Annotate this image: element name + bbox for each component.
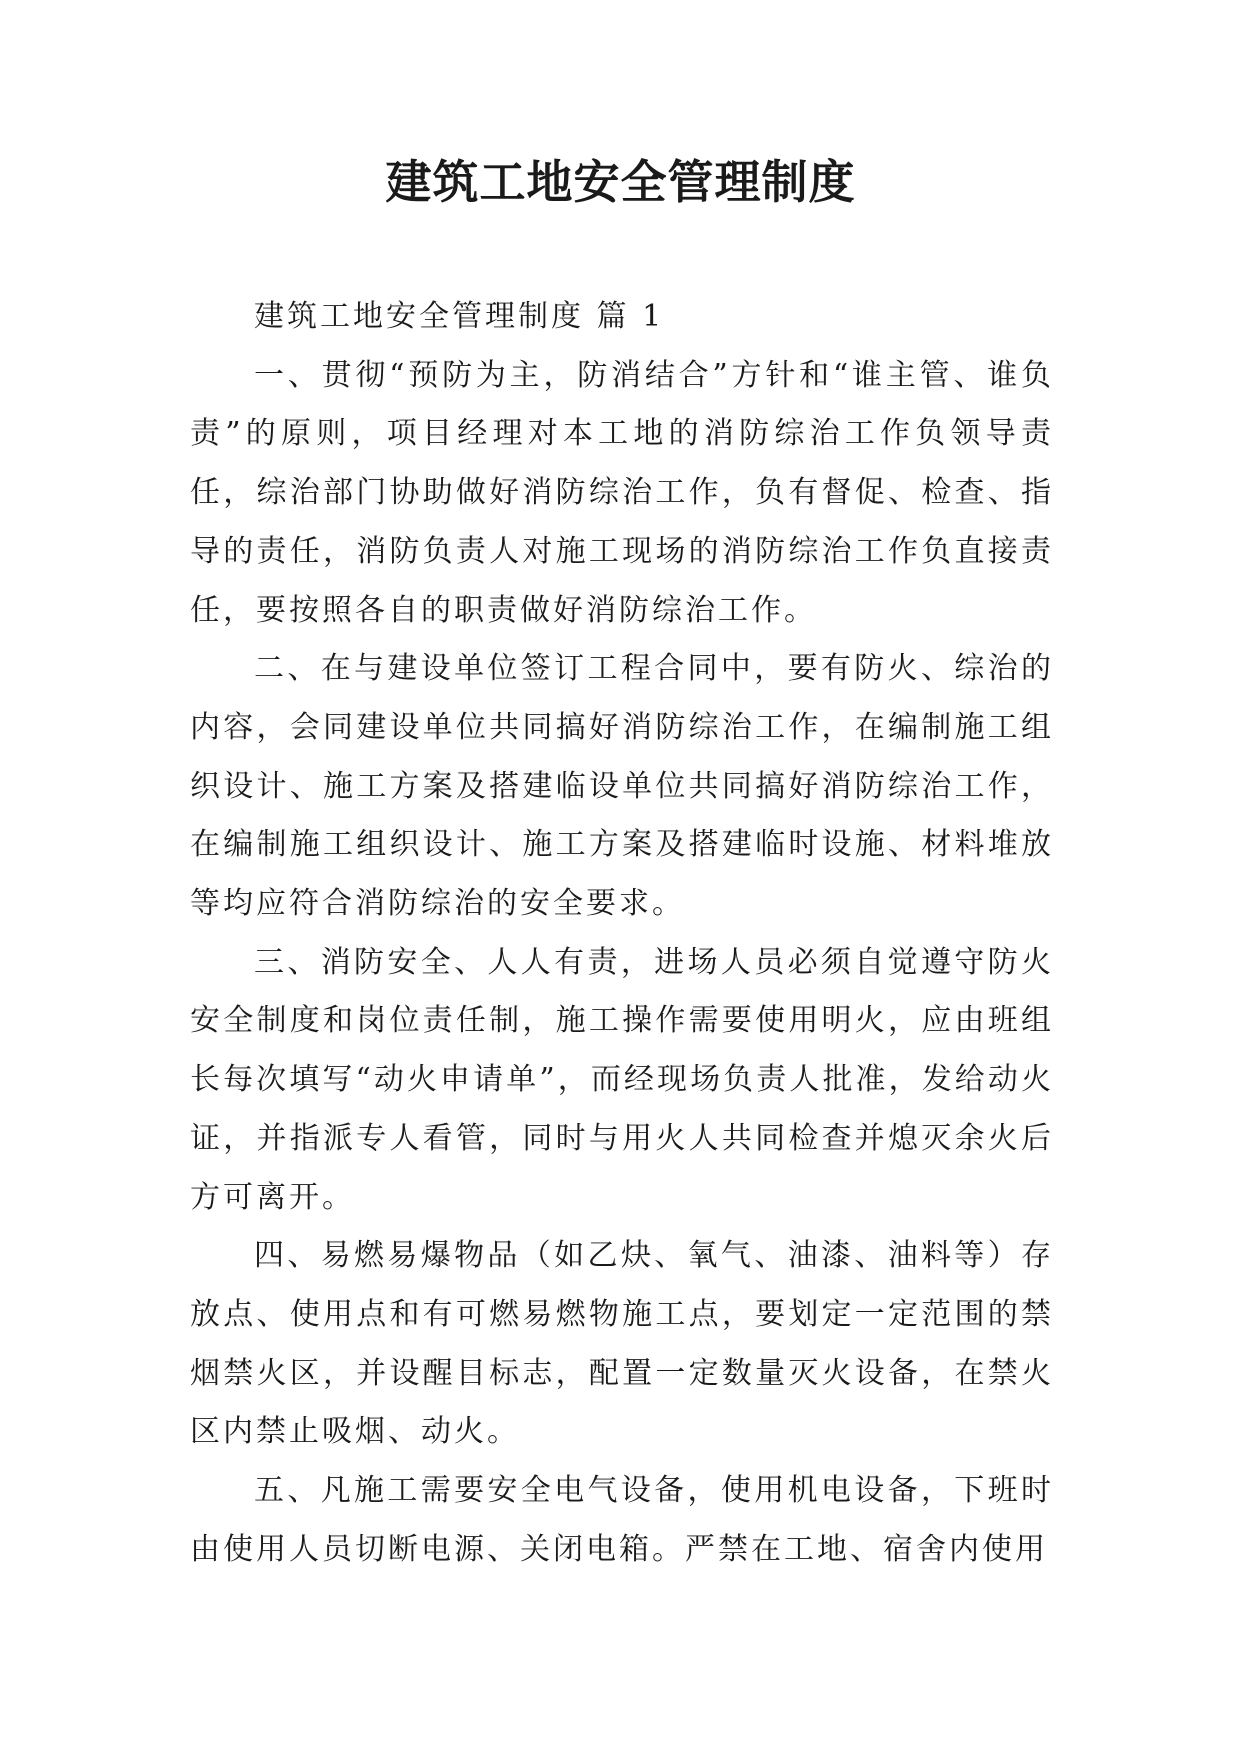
- document-body: [190, 288, 1054, 1579]
- paragraph-2: 二、在与建设单位签订工程合同中，要有防火、综治的内容，会同建设单位共同搞好消防综治工作，在编制施工组织设计、施工方案及搭建临设单位共同搞好消防综治工作，在编制施工组织设计、施工方案及搭建临时设施、材料堆放等均应符合消防综治的安全要求。: [190, 651, 1054, 922]
- document-title: 建筑工地安全管理制度: [385, 155, 856, 209]
- paragraph-5: 五、凡施工需要安全电气设备，使用机电设备，下班时由使用人员切断电源、关闭电箱。严禁在工地、宿舍内使用: [190, 1473, 1054, 1567]
- section-heading: 建筑工地安全管理制度 篇 1: [254, 299, 665, 334]
- paragraph-3: 三、消防安全、人人有责，进场人员必须自觉遵守防火安全制度和岗位责任制，施工操作需要使用明火，应由班组长每次填写“动火申请单”，而经现场负责人批准，发给动火证，并指派专人看管，同时与用火人共同检查并熄灭余火后方可离开。: [190, 944, 1054, 1215]
- paragraph-4: 四、易燃易爆物品（如乙炔、氧气、油漆、油料等）存放点、使用点和有可燃易燃物施工点，要划定一定范围的禁烟禁火区，并设醒目标志，配置一定数量灭火设备，在禁火区内禁止吸烟、动火。: [190, 1238, 1054, 1450]
- paragraph-1: 一、贯彻“预防为主，防消结合”方针和“谁主管、谁负责”的原则，项目经理对本工地的消防综治工作负领导责任，综治部门协助做好消防综治工作，负有督促、检查、指导的责任，消防负责人对施工现场的消防综治工作负直接责任，要按照各自的职责做好消防综治工作。: [190, 357, 1054, 628]
